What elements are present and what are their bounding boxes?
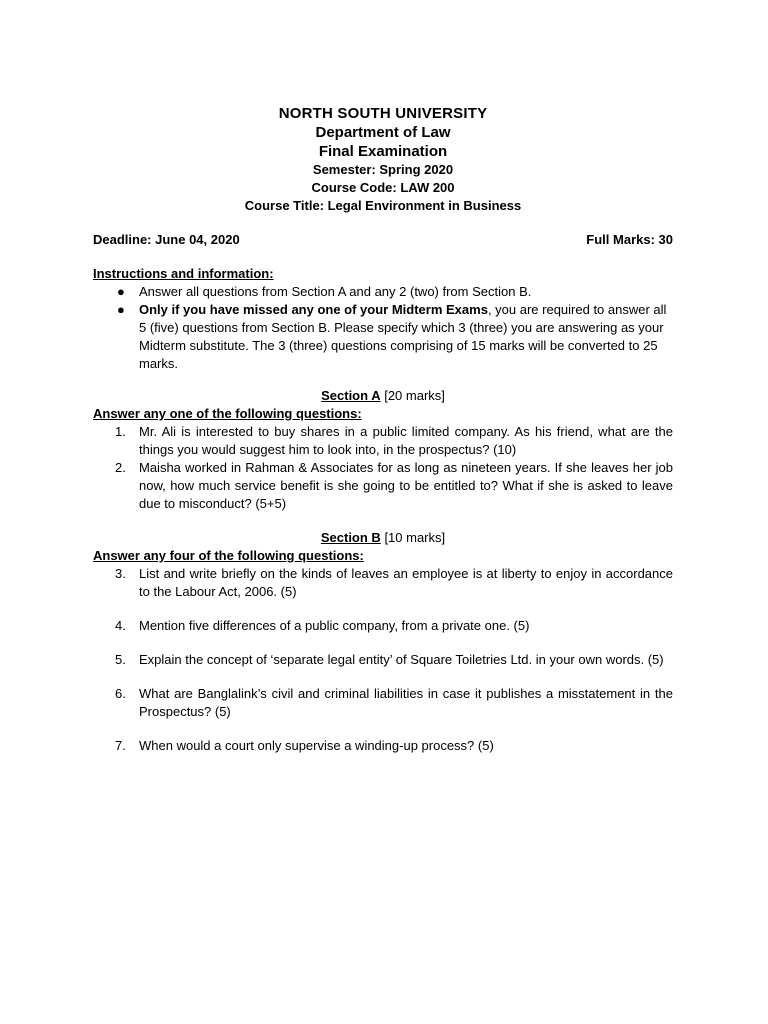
question-number: 6. <box>115 686 126 701</box>
document-header <box>93 104 673 215</box>
instructions-list <box>93 283 673 373</box>
section-a-questions <box>93 423 673 513</box>
question-text: When would a court only supervise a winding-up process? (5) <box>139 738 494 753</box>
section-b-heading <box>93 529 673 547</box>
question-text: What are Banglalink’s civil and criminal liabilities in case it publishes a misstatement in the Prospectus? (5) <box>139 686 673 719</box>
question-number: 5. <box>115 652 126 667</box>
question-item <box>93 651 673 669</box>
question-text: Maisha worked in Rahman & Associates for as long as nineteen years. If she leaves her job now, how much service benefit is she going to be entitled to? What if she is asked to leave due to misconduct? (5+5) <box>139 460 673 511</box>
section-a-heading <box>93 387 673 405</box>
instruction-emphasis: Only if you have missed any one of your Midterm Exams <box>139 302 488 317</box>
question-item <box>93 459 673 513</box>
question-text: Mr. Ali is interested to buy shares in a public limited company. As his friend, what are the things you would suggest him to look into, in the prospectus? (10) <box>139 424 673 457</box>
section-b-instruction: Answer any four of the following questions: <box>93 548 364 563</box>
deadline-marks-row <box>93 231 673 249</box>
question-number: 2. <box>115 460 126 475</box>
question-number: 7. <box>115 738 126 753</box>
bullet-icon: ● <box>117 284 125 299</box>
section-a-instruction: Answer any one of the following questions: <box>93 406 362 421</box>
question-text: Mention five differences of a public company, from a private one. (5) <box>139 618 530 633</box>
deadline: Deadline: June 04, 2020 <box>93 232 240 247</box>
section-b-name: Section B <box>320 530 381 545</box>
exam-title: Final Examination <box>318 143 448 160</box>
section-b-marks: [10 marks] <box>380 530 446 545</box>
exam-document <box>93 104 673 771</box>
course-code-line: Course Code: LAW 200 <box>311 180 455 195</box>
question-item <box>93 685 673 721</box>
course-title-line: Course Title: Legal Environment in Business <box>244 198 522 213</box>
instruction-item: ● Answer all questions from Section A and any 2 (two) from Section B. <box>117 284 532 299</box>
question-text: Explain the concept of ‘separate legal entity’ of Square Toiletries Ltd. in your own words. (5) <box>139 652 664 667</box>
question-item <box>93 617 673 635</box>
section-a-name: Section A <box>321 388 381 403</box>
question-item <box>93 737 673 755</box>
question-item <box>93 565 673 601</box>
question-number: 4. <box>115 618 126 633</box>
section-b-questions <box>93 565 673 755</box>
section-a-marks: [20 marks] <box>380 388 445 403</box>
question-number: 1. <box>115 424 126 439</box>
department-name: Department of Law <box>315 124 451 141</box>
semester-line: Semester: Spring 2020 <box>312 162 454 177</box>
question-item <box>93 423 673 459</box>
university-name: NORTH SOUTH UNIVERSITY <box>278 105 488 122</box>
instructions-title: Instructions and information: <box>93 266 274 281</box>
question-number: 3. <box>115 566 126 581</box>
question-text: List and write briefly on the kinds of leaves an employee is at liberty to enjoy in accordance to the Labour Act, 2006. (5) <box>139 566 673 599</box>
full-marks: Full Marks: 30 <box>586 232 673 247</box>
instruction-item: ● Only if you have missed any one of your Midterm Exams, you are required to answer all 5 (five) questions from Section B. Please specify which 3 (three) you are answering as your Midterm substitute. The 3 (three) questions comprising of 15 marks will be converted to 25 marks. <box>117 302 667 371</box>
bullet-icon: ● <box>117 302 125 317</box>
